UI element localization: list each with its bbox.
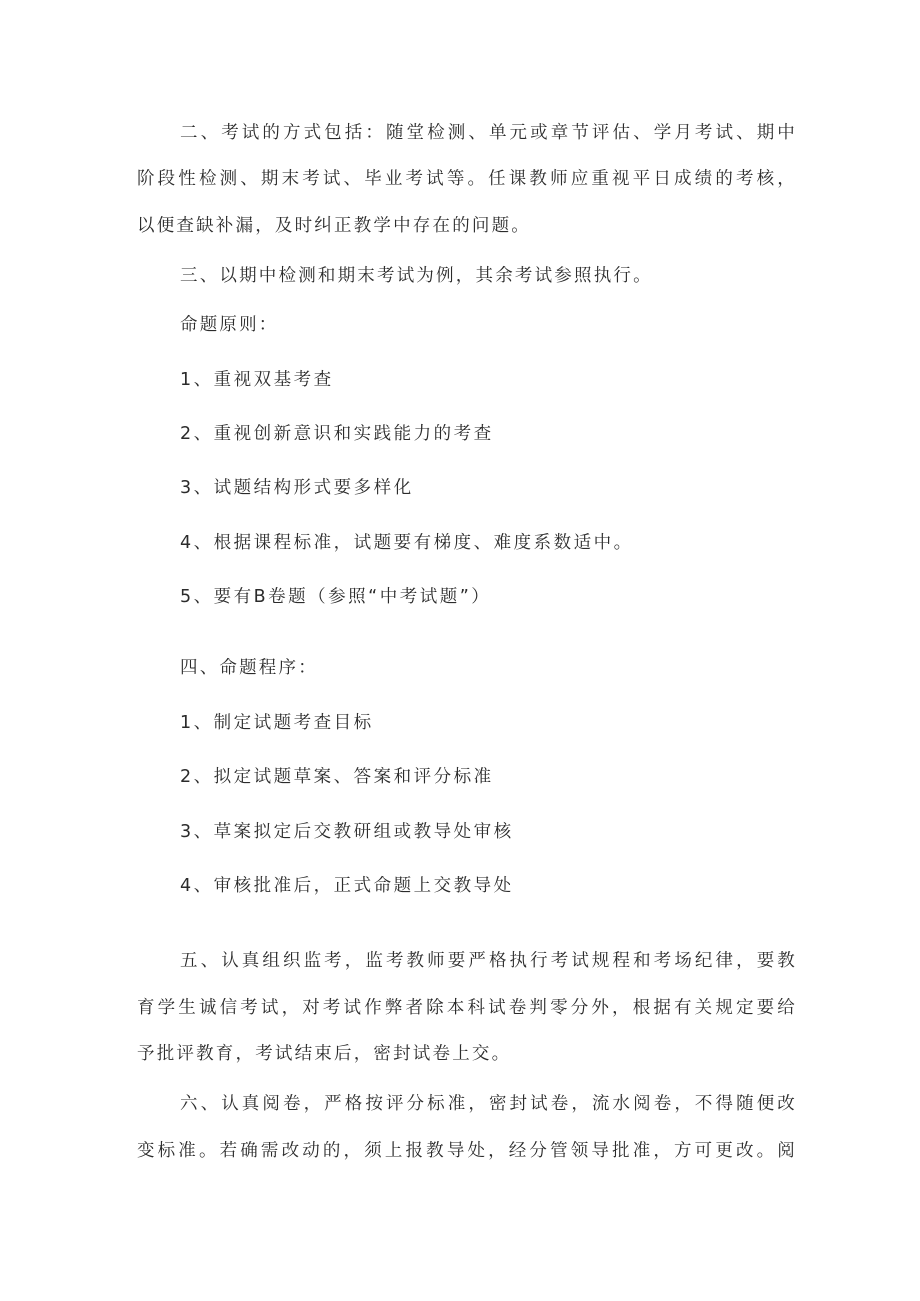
- principle-item-5: 5、要有B卷题（参照“中考试题”）: [180, 587, 492, 607]
- principle-item-3: 3、试题结构形式要多样化: [180, 478, 414, 498]
- principle-item-4: 4、根据课程标准，试题要有梯度、难度系数适中。: [180, 533, 634, 553]
- section5-line-2: 育学生诚信考试，对考试作弊者除本科试卷判零分外，根据有关规定要给: [137, 998, 797, 1018]
- procedure-item-4: 4、审核批准后，正式命题上交教导处: [180, 876, 514, 896]
- procedure-item-1: 1、制定试题考查目标: [180, 713, 374, 733]
- section2-line-1: 二、考试的方式包括：随堂检测、单元或章节评估、学月考试、期中: [180, 123, 797, 143]
- principle-item-2: 2、重视创新意识和实践能力的考查: [180, 424, 494, 444]
- section5-line-3: 予批评教育，考试结束后，密封试卷上交。: [137, 1044, 512, 1064]
- section6-line-2: 变标准。若确需改动的，须上报教导处，经分管领导批准，方可更改。阅: [137, 1141, 797, 1161]
- section4-heading: 四、命题程序：: [180, 658, 318, 678]
- section2-line-3: 以便查缺补漏，及时纠正教学中存在的问题。: [137, 216, 531, 236]
- principle-item-1: 1、重视双基考查: [180, 370, 334, 390]
- procedure-item-2: 2、拟定试题草案、答案和评分标准: [180, 767, 494, 787]
- procedure-item-3: 3、草案拟定后交教研组或教导处审核: [180, 822, 514, 842]
- section3-line-1: 三、以期中检测和期末考试为例，其余考试参照执行。: [180, 266, 653, 286]
- section5-line-1: 五、认真组织监考，监考教师要严格执行考试规程和考场纪律，要教: [180, 951, 797, 971]
- section6-line-1: 六、认真阅卷，严格按评分标准，密封试卷，流水阅卷，不得随便改: [180, 1094, 797, 1114]
- section2-line-2: 阶段性检测、期末考试、毕业考试等。任课教师应重视平日成绩的考核，: [137, 169, 797, 189]
- principles-heading: 命题原则：: [180, 315, 279, 335]
